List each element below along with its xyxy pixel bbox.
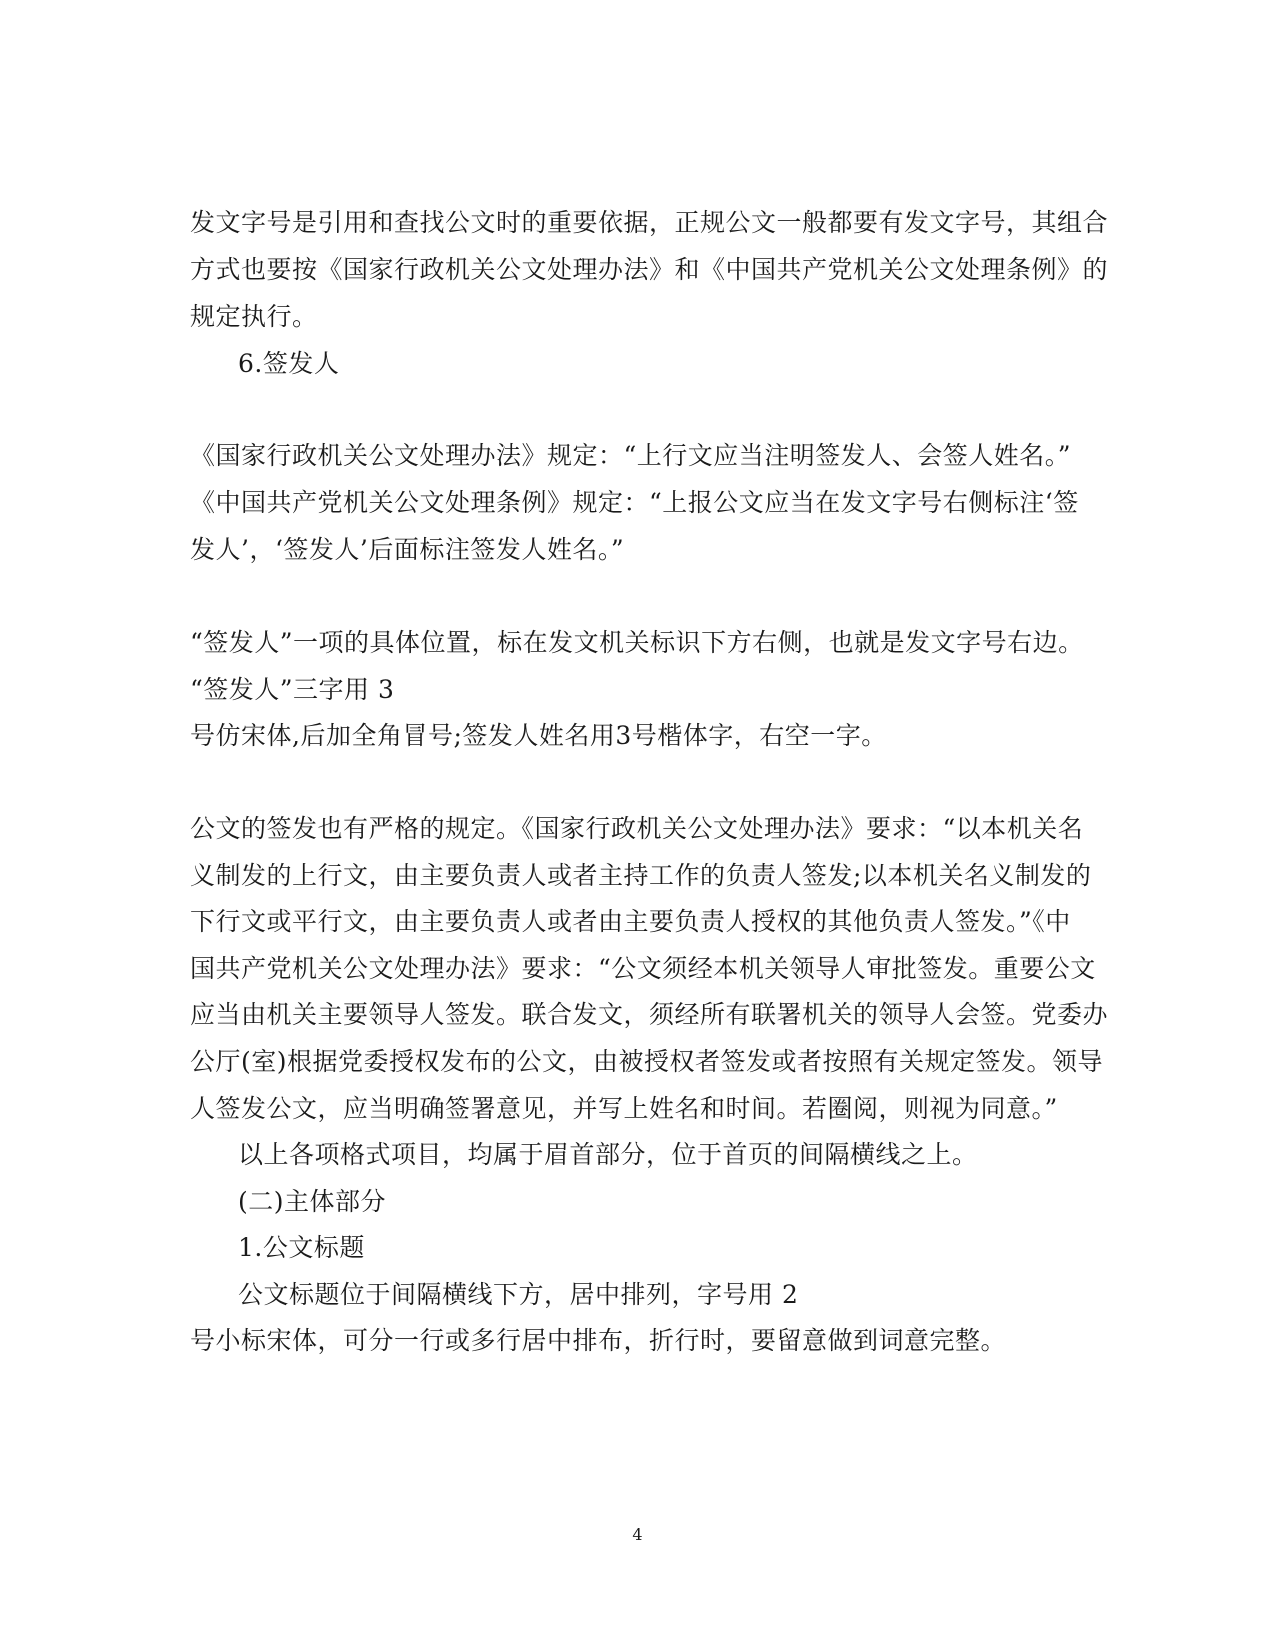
text-line: 公文标题位于间隔横线下方，居中排列，字号用 2	[238, 1280, 799, 1309]
text-line: 义制发的上行文，由主要负责人或者主持工作的负责人签发;以本机关名义制发的	[190, 861, 1092, 890]
paragraph-header-summary: 以上各项格式项目，均属于眉首部分，位于首页的间隔横线之上。	[238, 1140, 978, 1169]
text-line: 号小标宋体，可分一行或多行居中排布，折行时，要留意做到词意完整。	[190, 1326, 1007, 1355]
text-line: 规定执行。	[190, 302, 318, 331]
text-line: 方式也要按《国家行政机关公文处理办法》和《中国共产党机关公文处理条例》的	[190, 255, 1109, 284]
text-line: “签发人”一项的具体位置，标在发文机关标识下方右侧，也就是发文字号右边。	[190, 628, 1084, 657]
page-number: 4	[632, 1525, 643, 1544]
text-line: 发人’，‘签发人’后面标注签发人姓名。”	[190, 535, 625, 564]
text-line: 人签发公文，应当明确签署意见，并写上姓名和时间。若圈阅，则视为同意。”	[190, 1094, 1058, 1123]
text-line: 应当由机关主要领导人签发。联合发文，须经所有联署机关的领导人会签。党委办	[190, 1000, 1109, 1029]
text-line: 国共产党机关公文处理办法》要求：“公文须经本机关领导人审批签发。重要公文	[190, 954, 1096, 983]
text-line: 公文的签发也有严格的规定。《国家行政机关公文处理办法》要求：“以本机关名	[190, 814, 1084, 843]
heading-document-title: 1.公文标题	[238, 1233, 365, 1262]
text-line: 公厅(室)根据党委授权发布的公文，由被授权者签发或者按照有关规定签发。领导	[190, 1047, 1104, 1076]
text-line: 《中国共产党机关公文处理条例》规定：“上报公文应当在发文字号右侧标注‘签	[190, 488, 1079, 517]
text-line: 下行文或平行文，由主要负责人或者由主要负责人授权的其他负责人签发。”《中	[190, 907, 1071, 936]
text-line: “签发人”三字用 3	[190, 675, 395, 704]
section-heading-body: (二)主体部分	[238, 1187, 387, 1216]
heading-signer: 6.签发人	[238, 349, 340, 378]
text-line: 号仿宋体,后加全角冒号;签发人姓名用3号楷体字，右空一字。	[190, 721, 887, 750]
text-line: 《国家行政机关公文处理办法》规定：“上行文应当注明签发人、会签人姓名。”	[190, 441, 1072, 470]
text-line: 发文字号是引用和查找公文时的重要依据，正规公文一般都要有发文字号，其组合	[190, 208, 1109, 237]
